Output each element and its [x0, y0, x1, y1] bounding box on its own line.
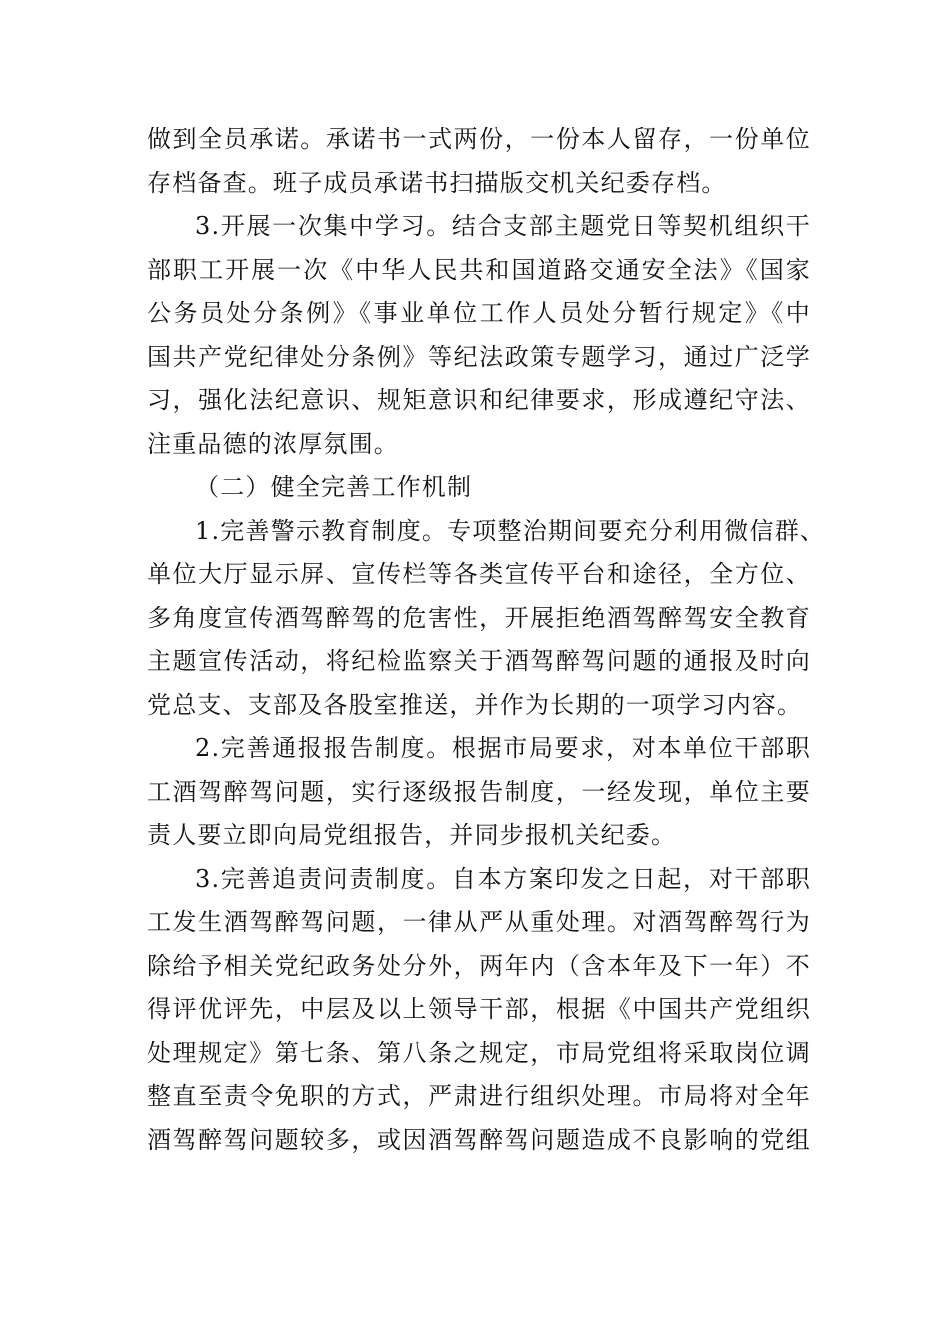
text-line: 国共产党纪律处分条例》等纪法政策专题学习，通过广泛学	[147, 342, 811, 371]
text-line: 主题宣传活动，将纪检监察关于酒驾醉驾问题的通报及时向	[147, 647, 811, 675]
text-line: 习，强化法纪意识、规矩意识和纪律要求，形成遵纪守法、	[147, 386, 811, 414]
paragraph-start-line: 3.完善追责问责制度。自本方案印发之日起，对干部职	[195, 864, 811, 893]
text-line: 单位大厅显示屏、宣传栏等各类宣传平台和途径，全方位、	[147, 560, 811, 588]
section-heading: （二）健全完善工作机制	[195, 473, 473, 501]
text-line: 注重品德的浓厚氛围。	[147, 429, 399, 458]
text-line: 存档备查。班子成员承诺书扫描版交机关纪委存档。	[147, 168, 727, 197]
text-line: 工发生酒驾醉驾问题，一律从严从重处理。对酒驾醉驾行为	[147, 908, 811, 936]
text-line: 得评优评先，中层及以上领导干部，根据《中国共产党组织	[147, 995, 811, 1023]
text-line: 多角度宣传酒驾醉驾的危害性，开展拒绝酒驾醉驾安全教育	[147, 603, 811, 632]
text-line: 除给予相关党纪政务处分外，两年内（含本年及下一年）不	[147, 951, 811, 980]
text-line: 做到全员承诺。承诺书一式两份，一份本人留存，一份单位	[147, 125, 811, 153]
text-line: 党总支、支部及各股室推送，并作为长期的一项学习内容。	[147, 690, 803, 719]
paragraph-start-line: 1.完善警示教育制度。专项整治期间要充分利用微信群、	[195, 516, 826, 545]
text-line: 工酒驾醉驾问题，实行逐级报告制度，一经发现，单位主要	[147, 777, 811, 806]
text-line: 公务员处分条例》《事业单位工作人员处分暂行规定》《中	[147, 299, 811, 327]
paragraph-start-line: 3.开展一次集中学习。结合支部主题党日等契机组织干	[195, 212, 811, 240]
text-line: 责人要立即向局党组报告，并同步报机关纪委。	[147, 821, 677, 849]
text-line: 部职工开展一次《中华人民共和国道路交通安全法》《国家	[147, 255, 811, 284]
text-line: 酒驾醉驾问题较多，或因酒驾醉驾问题造成不良影响的党组	[147, 1125, 811, 1154]
text-line: 处理规定》第七条、第八条之规定，市局党组将采取岗位调	[147, 1038, 811, 1067]
text-line: 整直至责令免职的方式，严肃进行组织处理。市局将对全年	[147, 1082, 811, 1110]
document-body	[147, 118, 826, 1162]
paragraph-start-line: 2.完善通报报告制度。根据市局要求，对本单位干部职	[195, 734, 811, 762]
